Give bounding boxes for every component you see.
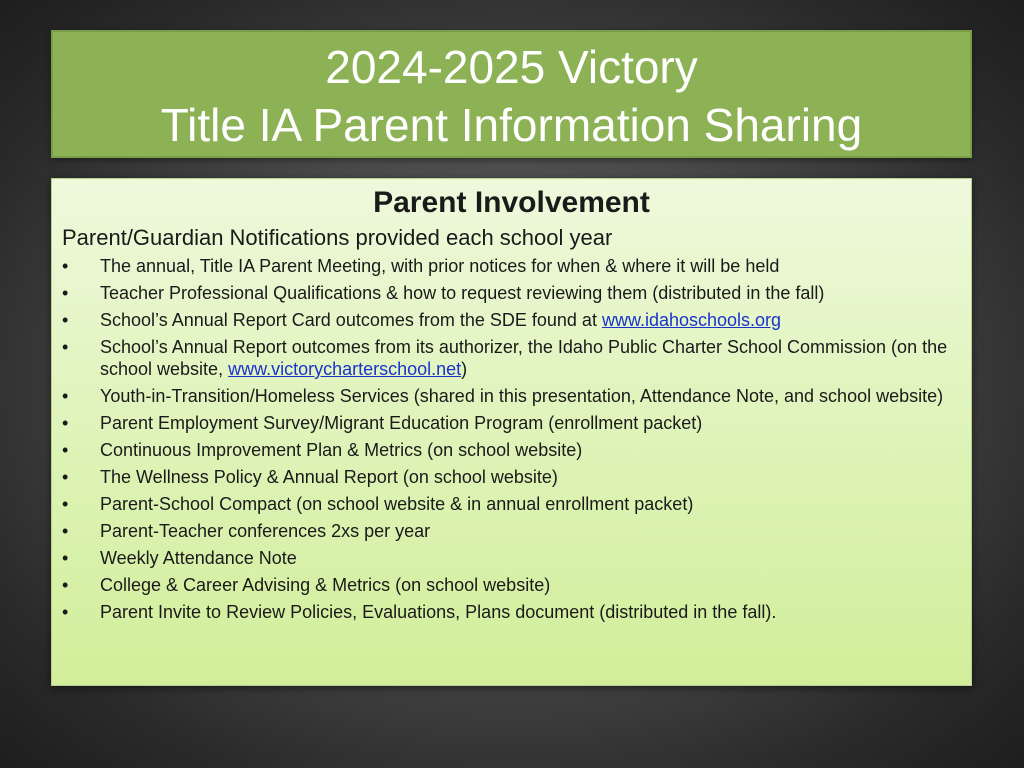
bullet-icon: • bbox=[62, 283, 69, 303]
bullet-icon: • bbox=[62, 310, 69, 330]
list-item-text: Youth-in-Transition/Homeless Services (shared in this presentation, Attendance Note, and school website) bbox=[100, 386, 944, 406]
bullet-icon: • bbox=[62, 440, 69, 460]
list-item-text: Parent-School Compact (on school website & in annual enrollment packet) bbox=[100, 494, 694, 514]
list-item bbox=[62, 309, 961, 331]
list-item-text: School’s Annual Report outcomes from its authorizer, the Idaho Public Charter School Commission (on the school website, bbox=[100, 337, 948, 379]
list-item-text: Parent Invite to Review Policies, Evaluations, Plans document (distributed in the fall). bbox=[100, 602, 777, 622]
list-item-text: Continuous Improvement Plan & Metrics (on school website) bbox=[100, 440, 583, 460]
idahoschools-link[interactable]: www.idahoschools.org bbox=[601, 310, 782, 330]
list-item bbox=[62, 255, 961, 277]
list-item-text: College & Career Advising & Metrics (on school website) bbox=[100, 575, 551, 595]
bullet-icon: • bbox=[62, 494, 69, 514]
slide-title-banner bbox=[51, 30, 972, 158]
list-item-text: Parent Employment Survey/Migrant Education Program (enrollment packet) bbox=[100, 413, 703, 433]
list-item bbox=[62, 547, 961, 569]
list-item-text: The Wellness Policy & Annual Report (on school website) bbox=[100, 467, 558, 487]
list-item bbox=[62, 493, 961, 515]
list-item bbox=[62, 601, 961, 623]
list-item-text: School’s Annual Report Card outcomes from the SDE found at bbox=[100, 310, 602, 330]
list-item-text: Weekly Attendance Note bbox=[100, 548, 297, 568]
list-item bbox=[62, 385, 961, 407]
list-item bbox=[62, 439, 961, 461]
list-item bbox=[62, 466, 961, 488]
bullet-icon: • bbox=[62, 467, 69, 487]
notification-list bbox=[62, 255, 961, 623]
bullet-icon: • bbox=[62, 548, 69, 568]
list-item bbox=[62, 520, 961, 542]
list-item bbox=[62, 336, 961, 380]
content-panel bbox=[51, 178, 972, 686]
list-item-text-after: ) bbox=[461, 359, 468, 379]
list-item-text: Parent-Teacher conferences 2xs per year bbox=[100, 521, 431, 541]
bullet-icon: • bbox=[62, 337, 69, 357]
victorycharterschool-link[interactable]: www.victorycharterschool.net bbox=[228, 359, 462, 379]
list-item bbox=[62, 282, 961, 304]
bullet-icon: • bbox=[62, 602, 69, 622]
bullet-icon: • bbox=[62, 413, 69, 433]
bullet-icon: • bbox=[62, 256, 69, 276]
bullet-icon: • bbox=[62, 386, 69, 406]
slide-title-line-2: Title IA Parent Information Sharing bbox=[160, 99, 863, 151]
section-heading: Parent Involvement bbox=[373, 186, 650, 219]
intro-text: Parent/Guardian Notifications provided each school year bbox=[62, 225, 613, 250]
slide-title-line-1: 2024-2025 Victory bbox=[325, 41, 698, 93]
bullet-icon: • bbox=[62, 521, 69, 541]
list-item-text: Teacher Professional Qualifications & how to request reviewing them (distributed in the fall) bbox=[100, 283, 825, 303]
list-item bbox=[62, 412, 961, 434]
bullet-icon: • bbox=[62, 575, 69, 595]
list-item-text: The annual, Title IA Parent Meeting, with prior notices for when & where it will be held bbox=[100, 256, 780, 276]
list-item bbox=[62, 574, 961, 596]
